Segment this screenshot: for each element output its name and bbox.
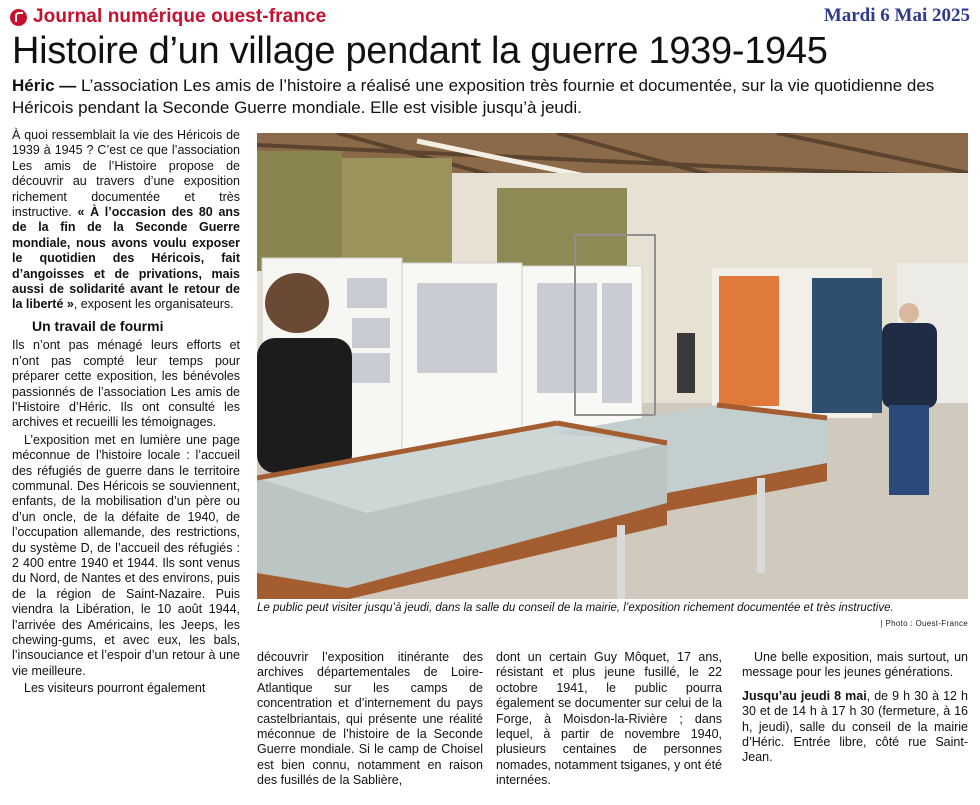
lead-text: L’association Les amis de l’histoire a réalisé une exposition très fournie et documentée, sur la vie quotidienne des Héricois pendant la Seconde Guerre mondiale. Elle est visible jusqu’à jeudi. [12, 76, 935, 117]
brand-name: Journal numérique ouest-france [33, 6, 327, 27]
article-column-2 [257, 650, 483, 791]
subheading: Un travail de fourmi [32, 317, 164, 334]
paragraph-visitors: Les visiteurs pourront également [24, 681, 206, 696]
brand [10, 6, 326, 28]
organizers-quote: « À l’occasion des 80 ans de la fin de la Seconde Guerre mondiale, nous avons voulu exposer le quotidien des Héricois, fait d’angoisses et de privations, mais aussi de solidarité avant le retour de la liberté » [12, 205, 240, 312]
practical-info-dates: Jusqu’au jeudi 8 mai [742, 688, 867, 703]
paragraph-exhibition: L’exposition met en lumière une page méconnue de l’histoire locale : l’accueil des réfugiés de guerre dans le territoire communal. Des Héricois se souviennent, enfants, de la mobilisation d’un père ou d’un oncle, de la défaite de 1940, de l’occupation allemande, des restrictions, du système D, de l’accueil des réfugiés : 2 400 entre 1940 et 1944. Ils sont venus du Nord, de Nantes et des environs, puis de la région de Saint-Nazaire. Puis viendra la Libération, le 10 août 1944, l’arrivée des Américains, les Jeeps, les chewing-gums, et avec eux, les bals, l’insouciance et l’espoir d’un retour à une vie meilleure. [12, 432, 240, 678]
ouest-france-logo-icon [10, 9, 27, 26]
practical-info-details: , de 9 h 30 à 12 h 30 et de 14 h à 17 h 30 (fermeture, à 16 h, jeudi), salle du conseil de la mairie d’Héric. Entrée libre, côté rue Saint-Jean. [742, 688, 968, 765]
photo-caption: Le public peut visiter jusqu’à jeudi, dans la salle du conseil de la mairie, l’exposition richement documentée et très instructive. [257, 602, 894, 614]
photo-credit: | Photo : Ouest-France [880, 619, 968, 628]
lead-place: Héric — [12, 76, 77, 95]
article-column-4 [742, 650, 968, 768]
exhibition-photo [257, 133, 968, 599]
paragraph-message: Une belle exposition, mais surtout, un message pour les jeunes générations. [742, 650, 968, 680]
article-column-3 [496, 650, 722, 791]
practical-info [742, 689, 968, 766]
paragraph-camp-forge: dont un certain Guy Môquet, 17 ans, résistant et plus jeune fusillé, le 22 octobre 1941, le public pourra également se documenter sur celui de la Forge, à Moisdon-la-Rivière ; dans lequel, à partir de novembre 1940, plusieurs centaines de personnes nomades, notamment tsiganes, y ont été internées. [496, 650, 722, 788]
paragraph-itinerant-exhibition: découvrir l’exposition itinérante des archives départementales de Loire-Atlantique sur les camps de concentration et d’internement du pays castelbriantais, qui présente une réalité méconnue de l’histoire de la Seconde Guerre mondiale. Si le camp de Choisel est bien connu, notamment en raison des fusillés de la Sablière, [257, 650, 483, 788]
intro-text-end: , exposent les organisateurs. [73, 297, 234, 312]
intro-paragraph [12, 128, 240, 313]
article-column-1 [12, 128, 240, 699]
headline: Histoire d’un village pendant la guerre 1939-1945 [12, 30, 828, 72]
intro-text: À quoi ressemblait la vie des Héricois de 1939 à 1945 ? C’est ce que l’association Les amis de l’Histoire propose de découvrir au travers d’une exposition richement documentée et très instructive. [12, 128, 240, 220]
paragraph-preparation: Ils n’ont pas ménagé leurs efforts et n’ont pas compté leur temps pour préparer cette exposition, les bénévoles passionnés de l’association Les amis de l’Histoire d’Héric. Ils ont consulté les archives et recueilli les témoignages. [12, 338, 240, 430]
lead-paragraph [12, 75, 972, 119]
exhibition-room-illustration [257, 133, 968, 599]
publication-date: Mardi 6 Mai 2025 [823, 5, 970, 26]
